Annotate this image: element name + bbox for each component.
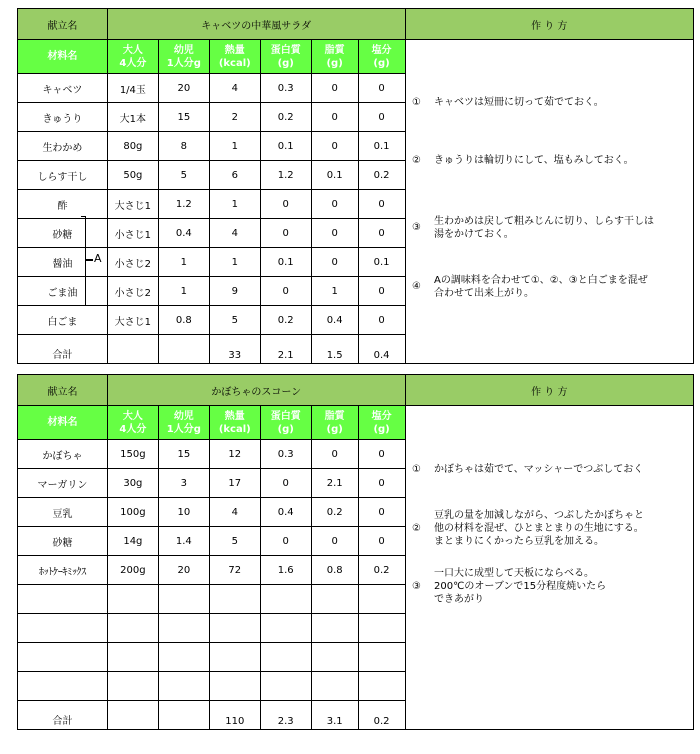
energy-value: 4	[209, 498, 260, 527]
child-amount: 15	[158, 440, 209, 469]
child-amount: 20	[158, 74, 209, 103]
salt-value: 0	[358, 440, 405, 469]
ingredient-name: 白ごま	[18, 306, 108, 335]
protein-value: 0.3	[260, 74, 311, 103]
protein-value: 0.2	[260, 306, 311, 335]
col-ingredient-header: 材料名	[18, 40, 108, 74]
fat-value: 0	[311, 74, 358, 103]
fat-value: 0.8	[311, 556, 358, 585]
fat-value: 0	[311, 132, 358, 161]
protein-value: 0	[260, 469, 311, 498]
adult-amount: 30g	[107, 469, 158, 498]
dish-title: キャベツの中華風サラダ	[107, 9, 405, 40]
col-adult-header: 大人 4人分	[107, 406, 158, 440]
protein-value: 0.1	[260, 132, 311, 161]
total-label: 合計	[18, 335, 108, 364]
bracket-tick	[85, 259, 93, 261]
energy-value: 9	[209, 277, 260, 306]
dish-title: かぼちゃのスコーン	[107, 375, 405, 406]
energy-value: 1	[209, 190, 260, 219]
salt-value: 0	[358, 469, 405, 498]
salt-value: 0	[358, 277, 405, 306]
ingredient-name: かぼちゃ	[18, 440, 108, 469]
col-energy-header: 熱量 (kcal)	[209, 40, 260, 74]
col-fat-header: 脂質 (g)	[311, 406, 358, 440]
protein-value: 0.2	[260, 103, 311, 132]
protein-value: 0	[260, 190, 311, 219]
fat-value: 2.1	[311, 469, 358, 498]
child-amount: 0.8	[158, 306, 209, 335]
energy-value: 12	[209, 440, 260, 469]
protein-value: 0	[260, 527, 311, 556]
child-amount: 8	[158, 132, 209, 161]
energy-value: 4	[209, 74, 260, 103]
child-amount: 1.2	[158, 190, 209, 219]
col-adult-header: 大人 4人分	[107, 40, 158, 74]
salt-value: 0	[358, 103, 405, 132]
fat-value: 0.1	[311, 161, 358, 190]
child-amount: 5	[158, 161, 209, 190]
fat-value: 0	[311, 219, 358, 248]
method-header: 作 り 方	[405, 375, 693, 406]
col-salt-header: 塩分 (g)	[358, 40, 405, 74]
energy-value: 4	[209, 219, 260, 248]
recipe-table-1	[17, 8, 694, 364]
child-amount: 1.4	[158, 527, 209, 556]
method-cell-1	[405, 40, 693, 364]
ingredient-name: 生わかめ	[18, 132, 108, 161]
col-protein-header: 蛋白質 (g)	[260, 40, 311, 74]
adult-amount: 1/4玉	[107, 74, 158, 103]
salt-value: 0.2	[358, 161, 405, 190]
adult-amount: 大1本	[107, 103, 158, 132]
total-salt: 0.2	[358, 701, 405, 730]
energy-value: 6	[209, 161, 260, 190]
fat-value: 0.4	[311, 306, 358, 335]
child-amount: 0.4	[158, 219, 209, 248]
ingredient-name: ﾎｯﾄｹｰｷﾐｯｸｽ	[18, 556, 108, 585]
ingredient-name: 醤油	[18, 248, 108, 277]
col-salt-header: 塩分 (g)	[358, 406, 405, 440]
total-energy: 33	[209, 335, 260, 364]
col-ingredient-header: 材料名	[18, 406, 108, 440]
energy-value: 5	[209, 527, 260, 556]
total-protein: 2.3	[260, 701, 311, 730]
child-amount: 10	[158, 498, 209, 527]
total-fat: 1.5	[311, 335, 358, 364]
salt-value: 0	[358, 306, 405, 335]
total-salt: 0.4	[358, 335, 405, 364]
ingredient-name: きゅうり	[18, 103, 108, 132]
ingredient-name: 砂糖	[18, 219, 108, 248]
ingredient-name: マーガリン	[18, 469, 108, 498]
adult-amount: 14g	[107, 527, 158, 556]
protein-value: 0.3	[260, 440, 311, 469]
adult-amount: 小さじ2	[107, 277, 158, 306]
energy-value: 1	[209, 248, 260, 277]
fat-value: 0	[311, 103, 358, 132]
adult-amount: 大さじ1	[107, 306, 158, 335]
total-adult	[107, 335, 158, 364]
ingredient-name: 豆乳	[18, 498, 108, 527]
protein-value: 1.2	[260, 161, 311, 190]
adult-amount: 100g	[107, 498, 158, 527]
total-adult	[107, 701, 158, 730]
child-amount: 1	[158, 248, 209, 277]
adult-amount: 50g	[107, 161, 158, 190]
salt-value: 0	[358, 74, 405, 103]
energy-value: 1	[209, 132, 260, 161]
total-label: 合計	[18, 701, 108, 730]
salt-value: 0	[358, 190, 405, 219]
group-label-a: A	[94, 252, 102, 265]
recipe-table-2	[17, 374, 694, 730]
salt-value: 0.2	[358, 556, 405, 585]
fat-value: 0	[311, 190, 358, 219]
total-energy: 110	[209, 701, 260, 730]
salt-value: 0	[358, 498, 405, 527]
total-child	[158, 335, 209, 364]
ingredient-name: キャベツ	[18, 74, 108, 103]
adult-amount: 小さじ2	[107, 248, 158, 277]
col-protein-header: 蛋白質 (g)	[260, 406, 311, 440]
ingredient-name: ごま油	[18, 277, 108, 306]
protein-value: 0.1	[260, 248, 311, 277]
col-energy-header: 熱量 (kcal)	[209, 406, 260, 440]
recipe-sheet: 献立名 キャベツの中華風サラダ 作 り 方 材料名 大人 4人分 幼児 1人分g 熱量 (kcal) 蛋白質 (g) 脂質 (g) 塩分 (g) キャベツ 1/4玉 20 4 0.3 0 0 きゅうり 大1本 15 2 0.2 0 0 生わかめ 80g 8 1 0.1 0 0.1 しらす干し 50g 5 6 1.2 0.1 0.2 酢 大さじ1 1.2 1 0 0 0 砂糖 小さじ1 0.4 4 0 0 0 醤油 小さじ2 1 1 0.1 0 0.1 ごま油 小さじ2 1 9 0 1 0 白ごま 大さじ1 0.8 5 0.2 0.4 0 合計 33 2.1 1.5 0.4 A ① キャベツは短冊に切って茹でておく。 ② きゅうりは輪切りにして、塩もみしておく。 ③ 生わかめは戻して粗みじんに切り、しらす干しは 湯をかけておく。 ④ Aの調味料を合わせて①、②、③と白ごまを混ぜ 合わせて出来上がり。 献立名 かぼちゃのスコーン 作 り 方 材料名 大人 4人分 幼児 1人分g 熱量 (kcal) 蛋白質 (g) 脂質 (g) 塩分 (g) かぼちゃ 150g 15 12 0.3 0 0 マーガリン 30g 3 17 0 2.1 0 豆乳 100g 10 4 0.4 0.2 0 砂糖 14g 1.4 5 0 0 0 ﾎｯﾄｹｰｷﾐｯｸｽ 200g 20 72 1.6 0.8 0.2 合計 110 2.3 3.1 0.2 ① かぼちゃは茹でて、マッシャーでつぶしておく ② 豆乳の量を加減しながら、つぶしたかぼちゃと 他の材料を混ぜ、ひとまとまりの生地にする。 まとまりにくかったら豆乳を加える。 ③ 一口大に成型して天板にならべる。 200℃のオーブンで15分程度焼いたら できあがり	[17, 8, 694, 740]
fat-value: 0	[311, 440, 358, 469]
protein-value: 1.6	[260, 556, 311, 585]
col-child-header: 幼児 1人分g	[158, 406, 209, 440]
child-amount: 20	[158, 556, 209, 585]
adult-amount: 大さじ1	[107, 190, 158, 219]
energy-value: 72	[209, 556, 260, 585]
fat-value: 0.2	[311, 498, 358, 527]
energy-value: 2	[209, 103, 260, 132]
adult-amount: 200g	[107, 556, 158, 585]
salt-value: 0	[358, 219, 405, 248]
col-fat-header: 脂質 (g)	[311, 40, 358, 74]
energy-value: 5	[209, 306, 260, 335]
seasoning-bracket	[81, 216, 86, 306]
ingredient-name: 砂糖	[18, 527, 108, 556]
total-fat: 3.1	[311, 701, 358, 730]
salt-value: 0.1	[358, 248, 405, 277]
adult-amount: 小さじ1	[107, 219, 158, 248]
adult-amount: 80g	[107, 132, 158, 161]
col-child-header: 幼児 1人分g	[158, 40, 209, 74]
fat-value: 0	[311, 248, 358, 277]
menu-name-label: 献立名	[18, 375, 108, 406]
protein-value: 0.4	[260, 498, 311, 527]
salt-value: 0	[358, 527, 405, 556]
ingredient-name: 酢	[18, 190, 108, 219]
salt-value: 0.1	[358, 132, 405, 161]
total-child	[158, 701, 209, 730]
fat-value: 1	[311, 277, 358, 306]
child-amount: 15	[158, 103, 209, 132]
child-amount: 3	[158, 469, 209, 498]
menu-name-label: 献立名	[18, 9, 108, 40]
energy-value: 17	[209, 469, 260, 498]
ingredient-name: しらす干し	[18, 161, 108, 190]
protein-value: 0	[260, 219, 311, 248]
fat-value: 0	[311, 527, 358, 556]
protein-value: 0	[260, 277, 311, 306]
method-header: 作 り 方	[405, 9, 693, 40]
child-amount: 1	[158, 277, 209, 306]
total-protein: 2.1	[260, 335, 311, 364]
adult-amount: 150g	[107, 440, 158, 469]
